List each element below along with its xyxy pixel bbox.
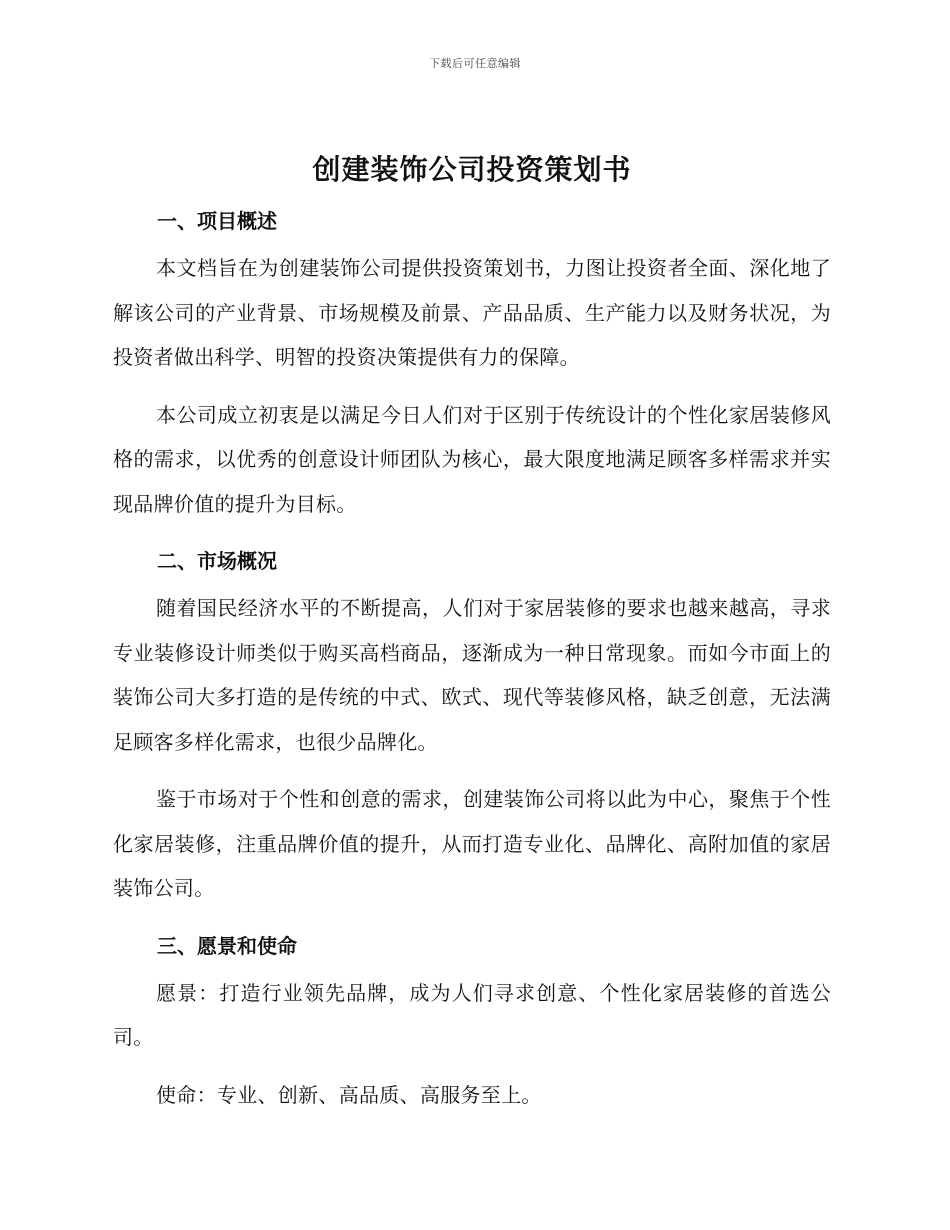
document-title: 创建装饰公司投资策划书: [312, 153, 632, 186]
document-body: [113, 148, 831, 1117]
spacer: [113, 576, 831, 586]
spacer: [113, 961, 831, 971]
paragraph: 使命：专业、创新、高品质、高服务至上。: [156, 1082, 542, 1107]
paragraph: 鉴于市场对于个性和创意的需求，创建装饰公司将以此为中心，聚焦于个性化家居装修，注重品牌价值的提升，从而打造专业化、品牌化、高附加值的家居装饰公司。: [113, 787, 831, 900]
spacer: [113, 236, 831, 246]
section-heading-vision: 三、愿景和使命: [157, 933, 297, 958]
spacer: [113, 764, 831, 777]
paragraph: 愿景：打造行业领先品牌，成为人们寻求创意、个性化家居装修的首选公司。: [113, 980, 831, 1049]
paragraph: 本公司成立初衷是以满足今日人们对于区别于传统设计的个性化家居装修风格的需求，以优秀的创意设计师团队为核心，最大限度地满足顾客多样需求并实现品牌价值的提升为目标。: [113, 402, 831, 516]
spacer: [113, 911, 831, 931]
spacer: [113, 1060, 831, 1073]
section-heading-market: 二、市场概况: [157, 549, 277, 573]
paragraph: 随着国民经济水平的不断提高，人们对于家居装修的要求也越来越高，寻求专业装修设计师类似于购买高档商品，逐渐成为一种日常现象。而如今市面上的装饰公司大多打造的是传统的中式、欧式、现代等装修风格，缺乏创意，无法满足顾客多样化需求，也很少品牌化。: [113, 596, 831, 754]
header-note: 下载后可任意编辑: [429, 57, 521, 70]
paragraph: 本文档旨在为创建装饰公司提供投资策划书，力图让投资者全面、深化地了解该公司的产业背景、市场规模及前景、产品品质、生产能力以及财务状况，为投资者做出科学、明智的投资决策提供有力的保障。: [113, 256, 831, 369]
spacer: [113, 526, 831, 546]
spacer: [113, 380, 831, 393]
section-heading-overview: 一、项目概述: [157, 209, 277, 233]
